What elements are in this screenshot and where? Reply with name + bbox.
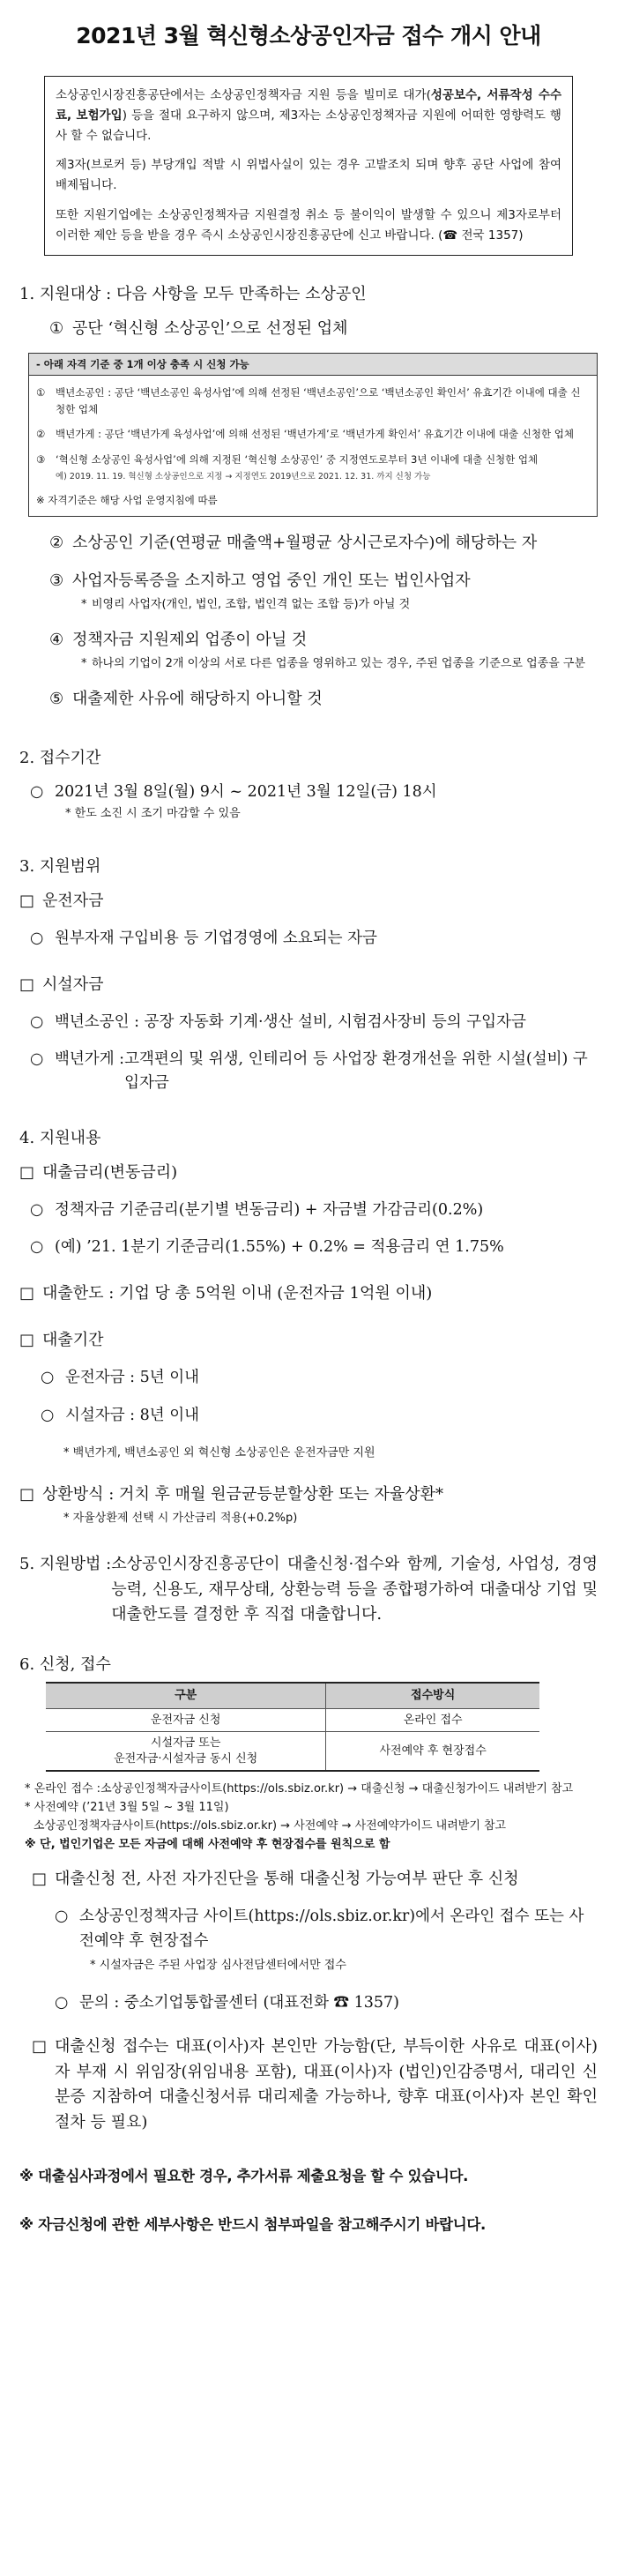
condition-text: 정책자금 지원제외 업종이 아닐 것 (72, 630, 308, 649)
criterion-item (36, 452, 590, 484)
condition-3 (49, 569, 598, 593)
rate-text: (예) ’21. 1분기 기준금리(1.55%) + 0.2% = 적용금리 연 1.75% (55, 1238, 504, 1257)
rate-text: 정책자금 기준금리(분기별 변동금리) + 자금별 가감금리(0.2%) (55, 1200, 484, 1219)
rate-item-1 (30, 1198, 598, 1221)
heading-text: 시설자금 (42, 975, 104, 995)
criterion-main: ‘혁신형 소상공인 육성사업’에 의해 지정된 ‘혁신형 소상공인’ 중 지정연도로부터 3년 이내에 대출 신청한 업체 (56, 452, 539, 466)
condition-text: 대출제한 사유에 해당하지 아니할 것 (72, 690, 323, 709)
notice-text: 소상공인시장진흥공단에서는 소상공인정책자금 지원 등을 빌미로 대가( (56, 87, 431, 102)
table-cell: 운전자금 신청 (46, 1708, 326, 1732)
section-title: 2. 접수기간 (19, 749, 101, 768)
section-scope (19, 855, 598, 1094)
criterion-example: 예) 2019. 11. 19. 혁신형 소상공인으로 지정 → 지정연도 2019년으로 2021. 12. 31. 까지 신청 가능 (56, 471, 431, 482)
section-period (19, 746, 598, 823)
condition-text: 공단 ‘혁신형 소상공인’으로 선정된 업체 (72, 319, 348, 339)
note-text: 백년가게, 백년소공인 외 혁신형 소상공인은 운전자금만 지원 (72, 1445, 375, 1460)
final-note-1: ※ 대출심사과정에서 필요한 경우, 추가서류 제출요청을 할 수 있습니다. (19, 2168, 469, 2184)
ring-bullet: ○ (55, 1993, 69, 2012)
period-text: 시설자금 : 8년 이내 (65, 1406, 200, 1424)
criterion-text: 백년가게 : 공단 ‘백년가게 육성사업’에 의해 선정된 ‘백년가게’로 ‘백년가게 확인서’ 유효기간 이내에 대출 신청한 업체 (56, 428, 574, 441)
section-eligibility (19, 282, 598, 711)
item-label: 백년가게 : (55, 1050, 125, 1069)
asterisk-mark: * (63, 1512, 70, 1526)
criteria-body (29, 376, 597, 515)
criteria-header: - 아래 자격 기준 중 1개 이상 충족 시 신청 가능 (29, 354, 597, 376)
criterion-number: ① (36, 386, 46, 399)
facility-fund-heading (19, 973, 598, 997)
circled-number: ② (49, 533, 64, 552)
ring-bullet: ○ (30, 1050, 44, 1069)
asterisk-mark: * (81, 656, 87, 670)
rate-item-2 (30, 1236, 598, 1258)
criterion-number: ② (36, 428, 46, 441)
ring-bullet: ○ (30, 1013, 44, 1032)
note-text: 비영리 사업자(개인, 법인, 조합, 법인격 없는 조합 등)가 아닐 것 (92, 597, 411, 611)
circled-number: ④ (49, 630, 64, 649)
table-cell (46, 1732, 326, 1772)
criterion-text (56, 452, 590, 484)
heading-text: 대출금리(변동금리) (42, 1162, 178, 1182)
period-operating (41, 1366, 598, 1389)
ring-bullet: ○ (41, 1369, 55, 1387)
site-text: 소상공인정책자금 사이트(https://ols.sbiz.or.kr)에서 온라인 접수 또는 사전예약 후 현장접수 (79, 1908, 584, 1951)
square-bullet: □ (32, 1869, 48, 1888)
note-text: 하나의 기업이 2개 이상의 서로 다른 업종을 영위하고 있는 경우, 주된 업종을 기준으로 업종을 구분 (92, 656, 586, 670)
heading-text: 운전자금 (42, 891, 104, 910)
cell-line: 시설자금 또는 (150, 1736, 221, 1751)
heading-text: 대출기간 (42, 1331, 104, 1350)
square-bullet: □ (19, 1485, 35, 1505)
ring-bullet: ○ (30, 783, 44, 802)
circled-number: ③ (49, 571, 64, 590)
representative-check-item (32, 2035, 598, 2136)
table-row (46, 1732, 539, 1772)
circled-number: ⑤ (49, 690, 64, 709)
condition-note (81, 655, 598, 673)
ring-bullet: ○ (30, 1238, 44, 1257)
facility-fund-item-1 (30, 1011, 598, 1034)
table-cell: 사전예약 후 현장접수 (326, 1732, 539, 1772)
condition-text: 사업자등록증을 소지하고 영업 중인 개인 또는 법인사업자 (72, 571, 471, 590)
square-bullet: □ (32, 2036, 48, 2056)
site-item (55, 1904, 598, 1953)
inquiry-text: 문의 : 중소기업통합콜센터 (대표전화 ☎ 1357) (79, 1993, 399, 2012)
online-note (25, 1781, 598, 1799)
ring-bullet: ○ (55, 1908, 69, 1926)
desc-text: 고객편의 및 위생, 인테리어 등 사업장 환경개선을 위한 시설(설비) 구입자금 (124, 1050, 588, 1092)
pre-check-item (32, 1867, 598, 1893)
table-header-cell: 구분 (46, 1683, 326, 1708)
repay-note (63, 1510, 598, 1527)
loan-period-heading (19, 1328, 598, 1352)
square-bullet: □ (19, 975, 35, 995)
interest-rate-heading (19, 1161, 598, 1184)
limit-text: 대출한도 : 기업 당 총 5억원 이내 (운전자금 1억원 이내) (42, 1284, 433, 1303)
section-title: 1. 지원대상 : 다음 사항을 모두 만족하는 소상공인 (19, 285, 367, 304)
inquiry-item (55, 1990, 598, 2015)
asterisk-mark: * (81, 597, 87, 611)
note-text: 한도 소진 시 조기 마감할 수 있음 (74, 807, 241, 821)
section-title: 6. 신청, 접수 (19, 1655, 111, 1675)
condition-1 (49, 317, 598, 340)
period-note (63, 1445, 598, 1462)
page-title: 2021년 3월 혁신형소상공인자금 접수 개시 안내 (76, 23, 541, 49)
note-text: 자율상환제 선택 시 가산금리 적용(+0.2%p) (72, 1512, 298, 1526)
note-label: * 온라인 접수 : (25, 1782, 101, 1796)
condition-4 (49, 628, 598, 652)
support-method (19, 1552, 598, 1628)
notice-text: ) 등을 절대 요구하지 않으며, 제3자는 소상공인정책자금 지원에 어떠한 영향력도 행사 할 수 없습니다. (56, 108, 561, 143)
square-bullet: □ (19, 891, 35, 910)
notice-paragraph-3: 또한 지원기업에는 소상공인정책자금 지원결정 취소 등 불이익이 발생할 수 있으니 제3자로부터 이러한 제안 등을 받을 경우 즉시 소상공인시장진흥공단에 신고 바랍니다. (☎ 전국 1357) (56, 207, 561, 243)
cell-line: 운전자금·시설자금 동시 신청 (114, 1751, 258, 1766)
section-method (19, 1552, 598, 1628)
method-label: 5. 지원방법 : (19, 1554, 112, 1573)
desc-text: 원부자재 구입비용 등 기업경영에 소요되는 자금 (55, 929, 377, 947)
section-title: 4. 지원내용 (19, 1128, 101, 1147)
warning-notice-box (44, 76, 573, 257)
notice-paragraph-1 (56, 86, 561, 147)
square-bullet: □ (19, 1284, 35, 1303)
check-text: 대출신청 전, 사전 자가진단을 통해 대출신청 가능여부 판단 후 신청 (55, 1869, 519, 1888)
section-content (19, 1126, 598, 1527)
table-header-row (46, 1683, 539, 1708)
square-bullet: □ (19, 1162, 35, 1182)
criteria-box (28, 353, 598, 517)
period-facility (41, 1404, 598, 1427)
criterion-item (36, 385, 590, 417)
table-row (46, 1708, 539, 1732)
condition-text: 소상공인 기준(연평균 매출액+월평균 상시근로자수)에 해당하는 자 (72, 533, 538, 552)
ring-bullet: ○ (30, 929, 44, 947)
table-cell: 온라인 접수 (326, 1708, 539, 1732)
asterisk-mark: * (63, 1445, 70, 1460)
reserve-detail: 소상공인정책자금사이트(https://ols.sbiz.or.kr) → 사전예약 → 사전예약가이드 내려받기 참고 (33, 1818, 507, 1833)
repay-text: 상환방식 : 거치 후 매월 원금균등분할상환 또는 자율상환* (42, 1485, 444, 1505)
circled-number: ① (49, 319, 64, 339)
note-text: 시설자금은 주된 사업장 심사전담센터에서만 접수 (99, 1959, 346, 1973)
method-text: 소상공인시장진흥공단이 대출신청·접수와 함께, 기술성, 사업성, 경영능력, 신용도, 재무상태, 상환능력 등을 종합평가하여 대출대상 기업 및 대출한도를 결정한 후 직접 대출합니다. (111, 1554, 598, 1624)
criterion-number: ③ (36, 452, 46, 466)
period-item (30, 780, 598, 803)
square-bullet: □ (19, 1331, 35, 1350)
check-text: 대출신청 접수는 대표(이사)자 본인만 가능함(단, 부득이한 사유로 대표(이사)자 부재 시 위임장(위임내용 포함), 대표(이사)자 (법인)인감증명서, 대리인 신분증 지참하여 대출신청서류 대리제출 가능하나, 향후 대표(이사)자 본인 확인 절차 등 필요) (55, 2036, 598, 2132)
application-table (46, 1682, 539, 1772)
notice-paragraph-2: 제3자(브로커 등) 부당개입 적발 시 위법사실이 있는 경우 고발조치 되며 향후 공단 사업에 참여 배제됩니다. (56, 158, 561, 193)
section-title: 3. 지원범위 (19, 856, 101, 876)
period-note (65, 805, 598, 823)
loan-limit (19, 1281, 598, 1305)
application-notes (25, 1781, 598, 1854)
table-header-cell: 접수방식 (326, 1683, 539, 1708)
criteria-note: ※ 자격기준은 해당 사업 운영지침에 따름 (36, 494, 218, 507)
criterion-item (36, 426, 590, 442)
section-application (19, 1653, 598, 2136)
facility-fund-item-2 (30, 1048, 598, 1094)
repayment-method (19, 1482, 598, 1506)
final-note-2: ※ 자금신청에 관한 세부사항은 반드시 첨부파일을 참고해주시기 바랍니다. (19, 2215, 486, 2233)
condition-5 (49, 687, 598, 711)
corporate-note: ※ 단, 법인기업은 모든 자금에 대해 사전예약 후 현장접수를 원칙으로 함 (25, 1837, 390, 1851)
condition-note (81, 596, 598, 614)
site-note (90, 1957, 598, 1975)
operating-fund-heading (19, 889, 598, 913)
desc-text: 백년소공인 : 공장 자동화 기계·생산 설비, 시험검사장비 등의 구입자금 (55, 1013, 526, 1032)
notice-bold-text: 성공보수, 서류작성 수수료, 보험가입 (56, 87, 561, 123)
asterisk-mark: * (90, 1959, 96, 1973)
period-text: 2021년 3월 8일(월) 9시 ~ 2021년 3월 12일(금) 18시 (55, 783, 437, 802)
ring-bullet: ○ (41, 1406, 55, 1424)
note-text: 소상공인정책자금사이트(https://ols.sbiz.or.kr) → 대출신청 → 대출신청가이드 내려받기 참고 (100, 1782, 574, 1796)
period-text: 운전자금 : 5년 이내 (65, 1369, 200, 1387)
operating-fund-desc (30, 927, 598, 950)
ring-bullet: ○ (30, 1200, 44, 1219)
reserve-note: * 사전예약 (’21년 3월 5일 ~ 3월 11일) (25, 1801, 229, 1815)
criterion-text: 백년소공인 : 공단 ‘백년소공인 육성사업’에 의해 선정된 ‘백년소공인’으로 ‘백년소공인 확인서’ 유효기간 이내에 대출 신청한 업체 (56, 386, 581, 415)
condition-2 (49, 531, 598, 555)
asterisk-mark: * (65, 807, 71, 821)
